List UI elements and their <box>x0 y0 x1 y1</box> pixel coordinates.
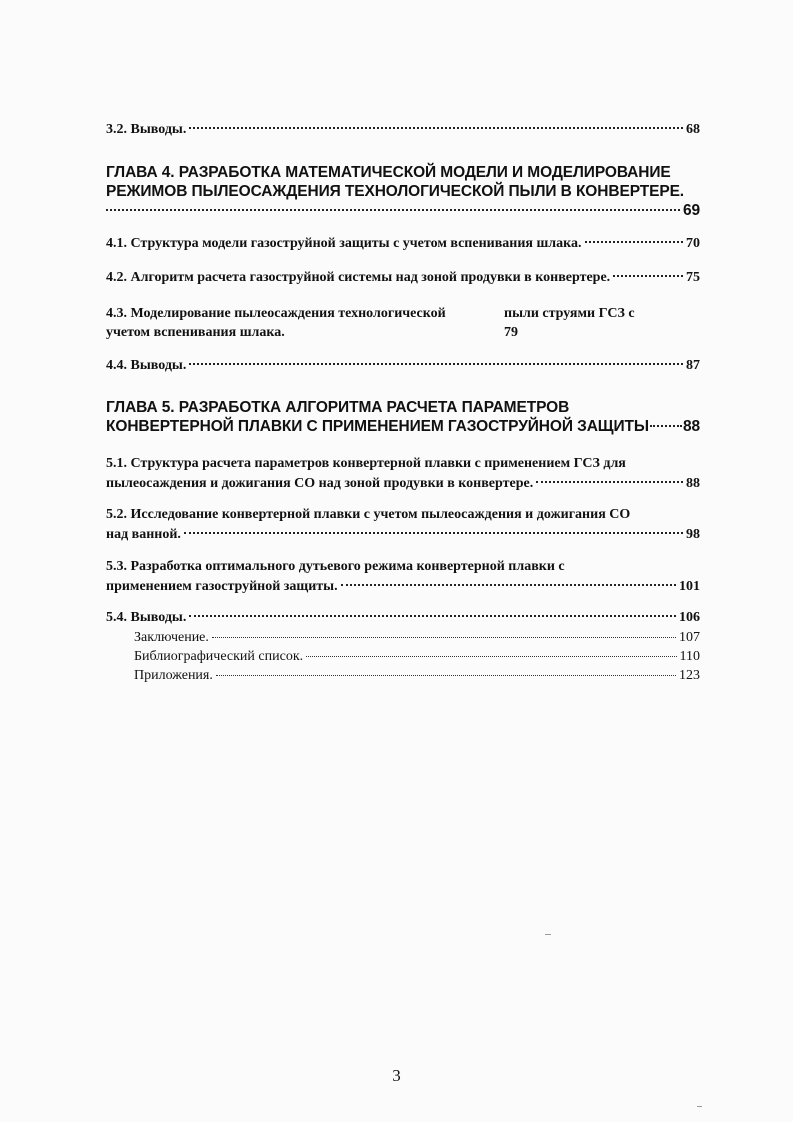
toc-entry-title: Библиографический список. <box>134 649 304 664</box>
dot-leader <box>189 615 676 617</box>
toc-entry-4-3[interactable] <box>106 304 700 342</box>
dot-leader <box>216 675 676 676</box>
scan-speck <box>697 1106 702 1107</box>
toc-entry-title-line-1: 5.3. Разработка оптимального дутьевого режима конвертерной плавки с <box>106 559 565 574</box>
toc-entry-page: 88 <box>682 418 700 435</box>
toc-entry-title: 3.2. Выводы. <box>106 122 187 137</box>
toc-entry-5-1[interactable] <box>106 454 700 494</box>
chapter-title-line-2: РЕЖИМОВ ПЫЛЕОСАЖДЕНИЯ ТЕХНОЛОГИЧЕСКОЙ ПЫЛИ В КОНВЕРТЕРЕ. <box>106 183 685 200</box>
toc-entry-title: 4.4. Выводы. <box>106 358 187 373</box>
toc-entry-title-line-2: применением газоструйной защиты. <box>106 579 338 594</box>
toc-chapter-4[interactable] <box>106 163 700 220</box>
toc-entry-page: 123 <box>679 668 700 683</box>
toc-entry-page: 69 <box>682 202 700 219</box>
toc-entry-page: 98 <box>686 527 700 542</box>
chapter-page-line <box>106 201 700 220</box>
toc-entry-page: 75 <box>686 270 700 285</box>
dot-leader <box>306 656 676 657</box>
toc-entry-page: 70 <box>686 236 700 251</box>
toc-entry-5-4[interactable] <box>106 610 700 626</box>
dot-leader <box>613 275 683 277</box>
dot-leader <box>189 127 683 129</box>
chapter-title-line-1: ГЛАВА 5. РАЗРАБОТКА АЛГОРИТМА РАСЧЕТА ПАРАМЕТРОВ <box>106 399 570 416</box>
toc-entry-page: 106 <box>679 610 700 625</box>
dot-leader <box>189 363 683 365</box>
dot-leader <box>212 637 676 638</box>
toc-entry-title-line-2: пылеосаждения и дожигания СО над зоной продувки в конвертере. <box>106 476 534 491</box>
toc-entry-page: 87 <box>686 358 700 373</box>
toc-entry-page: 101 <box>679 579 700 594</box>
toc-entry-3-2[interactable] <box>106 122 700 138</box>
toc-entry-5-3[interactable] <box>106 557 700 597</box>
toc-entry-title-line-1: 5.1. Структура расчета параметров конвертерной плавки с применением ГСЗ для <box>106 456 626 471</box>
dot-leader <box>585 241 683 243</box>
toc-entry-page: 88 <box>686 476 700 491</box>
toc-entry-title-line-1: 5.2. Исследование конвертерной плавки с учетом пылеосаждения и дожигания СО <box>106 507 631 522</box>
toc-entry-bibliography[interactable] <box>134 649 700 665</box>
dot-leader <box>341 584 676 586</box>
toc-entry-4-1[interactable] <box>106 236 700 252</box>
page-number: 3 <box>392 1066 401 1085</box>
toc-entry-title: 4.1. Структура модели газоструйной защиты с учетом вспенивания шлака. <box>106 236 582 251</box>
dot-leader <box>650 425 682 427</box>
toc-entry-page: 79 <box>504 325 518 340</box>
dot-leader <box>106 209 680 211</box>
toc-entry-title-part-1: 4.3. Моделирование пылеосаждения технологической <box>106 306 446 321</box>
toc-entry-line-2 <box>106 577 700 597</box>
chapter-title-line-1: ГЛАВА 4. РАЗРАБОТКА МАТЕМАТИЧЕСКОЙ МОДЕЛИ И МОДЕЛИРОВАНИЕ <box>106 164 671 181</box>
toc-entry-4-2[interactable] <box>106 270 700 286</box>
chapter-title-line-2 <box>106 417 700 436</box>
toc-entry-title-part-2: пыли струями ГСЗ с <box>504 306 635 321</box>
chapter-title-text: КОНВЕРТЕРНОЙ ПЛАВКИ С ПРИМЕНЕНИЕМ ГАЗОСТРУЙНОЙ ЗАЩИТЫ <box>106 418 649 435</box>
toc-entry-title: 5.4. Выводы. <box>106 610 187 625</box>
toc-chapter-5[interactable] <box>106 398 700 436</box>
toc-entry-line-2 <box>106 474 700 494</box>
toc-entry-line-2 <box>106 525 700 545</box>
dot-leader <box>184 532 683 534</box>
toc-entry-appendices[interactable] <box>134 668 700 684</box>
toc-entry-title: Приложения. <box>134 668 213 683</box>
toc-entry-title-line-2: над ванной. <box>106 527 181 542</box>
toc-entry-5-2[interactable] <box>106 505 700 545</box>
toc-entry-title: Заключение. <box>134 630 209 645</box>
toc-entry-4-4[interactable] <box>106 358 700 374</box>
toc-entry-title-part-3: учетом вспенивания шлака. <box>106 325 285 340</box>
toc-entry-page: 107 <box>679 630 700 645</box>
toc-entry-conclusion[interactable] <box>134 630 700 646</box>
toc-entry-title: 4.2. Алгоритм расчета газоструйной системы над зоной продувки в конвертере. <box>106 270 611 285</box>
toc-entry-page: 110 <box>679 649 700 664</box>
scan-speck <box>545 934 551 935</box>
dot-leader <box>536 481 683 483</box>
toc-entry-page: 68 <box>686 122 700 137</box>
